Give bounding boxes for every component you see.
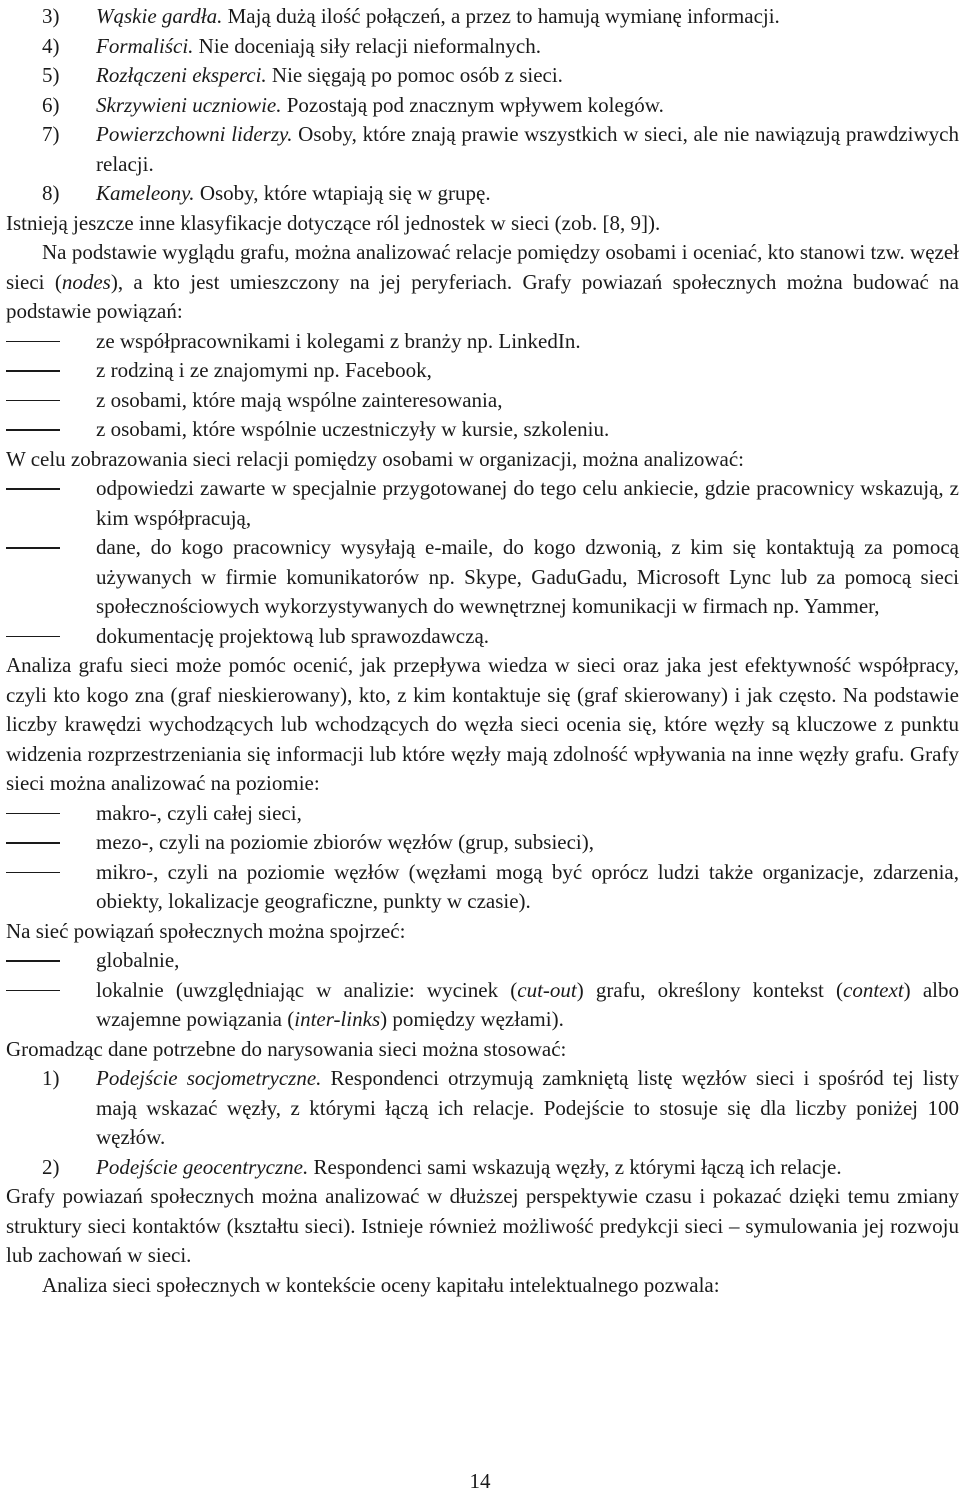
dash-item xyxy=(6,799,959,829)
list-item xyxy=(6,91,959,121)
paragraph: Na sieć powiązań społecznych można spojrzeć: xyxy=(6,918,406,943)
paragraph-text: ), a kto jest umieszczony na jej peryferiach. Grafy powiazań społecznych można budować na podstawie powiązań: xyxy=(6,269,959,323)
dash-bullet xyxy=(6,341,60,343)
dash-text: ze współpracownikami i kolegami z branży np. LinkedIn. xyxy=(96,328,581,353)
list-text: Pozostają pod znacznym wpływem kolegów. xyxy=(281,92,664,117)
list-item xyxy=(6,61,959,91)
list-label: Formaliści. xyxy=(96,33,194,58)
page-number: 14 xyxy=(469,1469,491,1493)
list-label: Skrzywieni uczniowie. xyxy=(96,92,282,117)
dash-bullet xyxy=(6,960,60,962)
dash-item xyxy=(6,622,959,652)
dash-bullet xyxy=(6,429,60,431)
dash-italic: cut-out xyxy=(517,977,577,1002)
list-number: 8) xyxy=(42,181,60,205)
list-item xyxy=(6,179,959,209)
list-item xyxy=(6,1153,959,1183)
paragraph: Istnieją jeszcze inne klasyfikacje dotyczące ról jednostek w sieci (zob. [8, 9]). xyxy=(6,210,661,235)
list-item xyxy=(6,2,959,32)
dash-item xyxy=(6,976,959,1035)
list-label: Rozłączeni eksperci. xyxy=(96,63,267,87)
paragraph: Analiza grafu sieci może pomóc ocenić, jak przepływa wiedza w sieci oraz jaka jest efektywność współpracy, czyli kto kogo zna (graf nieskierowany), kto, z kim kontaktuje się (graf skierowany) i jak często. Na podstawie liczby krawędzi wychodzących lub wchodzących do węzła sieci ocenia się, które węzły są kluczowe z punktu widzenia rozprzestrzeniania się informacji lub które węzły mają zdolność wpływania na inne węzły grafu. Grafy sieci można analizować na poziomie: xyxy=(6,653,959,795)
dash-item xyxy=(6,858,959,917)
dash-text: dokumentację projektową lub sprawozdawczą. xyxy=(96,623,490,648)
dash-bullet xyxy=(6,488,60,490)
dash-italic: context xyxy=(843,977,904,1002)
dash-item xyxy=(6,327,959,357)
list-text: Nie doceniają siły relacji nieformalnych. xyxy=(193,33,541,58)
document-page xyxy=(6,2,959,1300)
dash-item xyxy=(6,828,959,858)
paragraph: Analiza sieci społecznych w kontekście oceny kapitału intelektualnego pozwala: xyxy=(42,1272,720,1297)
list-label: Powierzchowni liderzy. xyxy=(96,122,293,146)
list-label: Podejście socjometryczne. xyxy=(96,1066,322,1090)
list-number: 3) xyxy=(42,4,60,28)
dash-item xyxy=(6,386,959,416)
list-text: Respondenci otrzymują zamkniętą listę węzłów sieci i spośród tej listy mają wskazać węzły, z którymi łączą ich relacje. Podejście to stosuje się dla liczby poniżej 100 węzłów. xyxy=(96,1066,959,1149)
dash-text: makro-, czyli całej sieci, xyxy=(96,800,302,825)
dash-italic: inter-links xyxy=(294,1007,381,1031)
dash-text: globalnie, xyxy=(96,948,180,972)
dash-text: ) albo wzajemne powiązania ( xyxy=(96,977,959,1031)
dash-text: ) pomiędzy węzłami). xyxy=(380,1007,564,1031)
list-number: 5) xyxy=(42,63,60,87)
dash-text: z osobami, które wspólnie uczestniczyły w kursie, szkoleniu. xyxy=(96,417,610,441)
dash-bullet xyxy=(6,842,60,844)
dash-item xyxy=(6,356,959,386)
paragraph xyxy=(6,238,959,327)
paragraph-italic: nodes xyxy=(61,269,111,294)
dash-text: z rodziną i ze znajomymi np. Facebook, xyxy=(96,358,432,382)
list-item xyxy=(6,120,959,179)
dash-bullet xyxy=(6,813,60,815)
dash-text: z osobami, które mają wspólne zainteresowania, xyxy=(96,387,503,412)
list-text: Mają dużą ilość połączeń, a przez to hamują wymianę informacji. xyxy=(222,4,780,28)
list-label: Kameleony. xyxy=(96,181,195,205)
list-text: Osoby, które znają prawie wszystkich w sieci, ale nie nawiązują prawdziwych relacji. xyxy=(96,122,959,176)
list-label: Wąskie gardła. xyxy=(96,4,223,28)
dash-text: ) grafu, określony kontekst ( xyxy=(576,977,844,1002)
dash-item xyxy=(6,946,959,976)
list-text: Osoby, które wtapiają się w grupę. xyxy=(194,181,491,205)
list-number: 1) xyxy=(42,1066,60,1090)
dash-bullet xyxy=(6,872,60,874)
paragraph: W celu zobrazowania sieci relacji pomiędzy osobami w organizacji, można analizować: xyxy=(6,446,744,471)
paragraph-text: Na podstawie wyglądu grafu, można analizować relacje pomiędzy osobami i oceniać, kto stanowi tzw. węzeł sieci ( xyxy=(6,240,959,294)
paragraph: Grafy powiazań społecznych można analizować w dłuższej perspektywie czasu i pokazać dzięki temu zmiany struktury sieci kontaktów (kształtu sieci). Istnieje również możliwość predykcji sieci – symulowania jej rozwoju lub zachowań w sieci. xyxy=(6,1184,959,1267)
dash-text: mezo-, czyli na poziomie zbiorów węzłów (grup, subsieci), xyxy=(96,830,595,854)
list-item xyxy=(6,32,959,62)
dash-item xyxy=(6,533,959,622)
list-number: 7) xyxy=(42,122,60,146)
dash-item xyxy=(6,415,959,445)
paragraph: Gromadząc dane potrzebne do narysowania sieci można stosować: xyxy=(6,1036,567,1061)
list-number: 2) xyxy=(42,1154,60,1179)
dash-bullet xyxy=(6,636,60,638)
dash-bullet xyxy=(6,547,60,549)
dash-text: mikro-, czyli na poziomie węzłów (węzłami mogą być oprócz ludzi także organizacje, zdarzenia, obiekty, lokalizacje geograficzne, punkty w czasie). xyxy=(96,859,959,913)
dash-text: dane, do kogo pracownicy wysyłają e-maile, do kogo dzwonią, z kim się kontaktują za pomocą używanych w firmie komunikatorów np. Skype, GaduGadu, Microsoft Lync lub za pomocą sieci społecznościowych wykorzystywanych do wewnętrznej komunikacji w firmach np. Yammer, xyxy=(96,535,959,618)
dash-text: lokalnie (uwzględniając w analizie: wycinek ( xyxy=(96,977,518,1002)
dash-bullet xyxy=(6,370,60,372)
list-label: Podejście geocentryczne. xyxy=(96,1154,309,1179)
list-text: Respondenci sami wskazują węzły, z którymi łączą ich relacje. xyxy=(308,1154,842,1179)
list-number: 6) xyxy=(42,92,60,117)
dash-bullet xyxy=(6,990,60,992)
dash-item xyxy=(6,474,959,533)
dash-bullet xyxy=(6,400,60,402)
list-number: 4) xyxy=(42,33,60,58)
list-item xyxy=(6,1064,959,1153)
dash-text: odpowiedzi zawarte w specjalnie przygotowanej do tego celu ankiecie, gdzie pracownicy wskazują, z kim współpracują, xyxy=(96,476,959,530)
list-text: Nie sięgają po pomoc osób z sieci. xyxy=(266,63,563,87)
